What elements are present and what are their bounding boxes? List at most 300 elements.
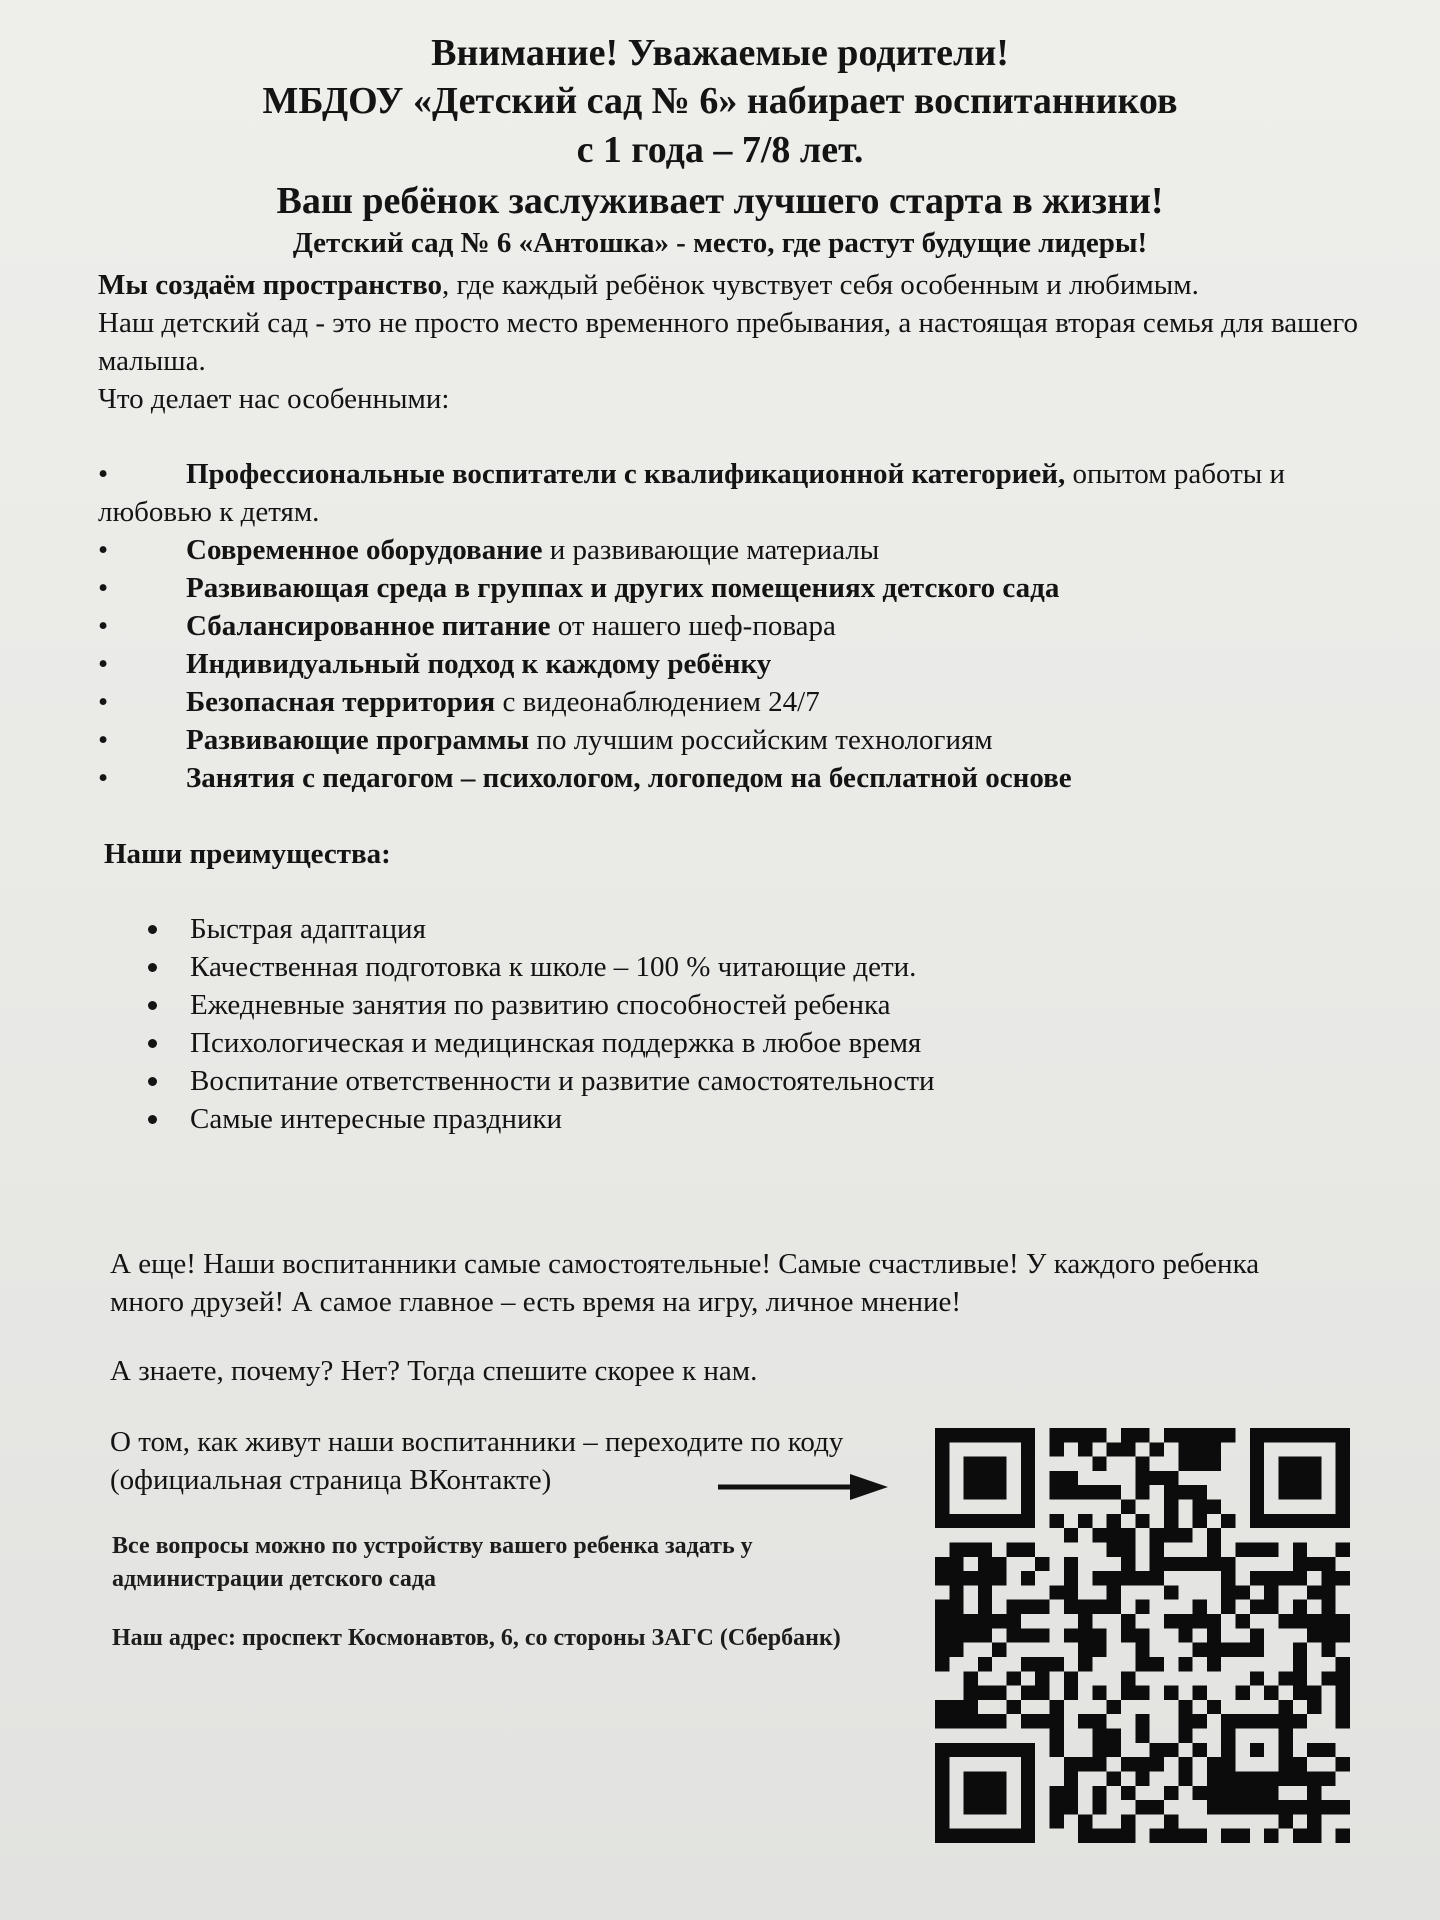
qr-module [978,1714,992,1728]
qr-module [1121,1829,1135,1843]
qr-module [1278,1757,1292,1771]
qr-module [1092,1643,1106,1657]
qr-module [1336,1829,1350,1843]
qr-module [949,1571,963,1585]
qr-module [1007,1700,1021,1714]
qr-module [1064,1571,1078,1585]
qr-module [935,1514,949,1528]
qr-module [935,1442,949,1456]
qr-module [1049,1814,1063,1828]
address: Наш адрес: проспект Космонавтов, 6, со стороны ЗАГС (Сбербанк) [112,1625,841,1651]
qr-module [1078,1814,1092,1828]
qr-module [1107,1542,1121,1556]
qr-module [1150,1757,1164,1771]
qr-module [992,1485,1006,1499]
qr-module [992,1614,1006,1628]
qr-module [1121,1571,1135,1585]
qr-module [992,1686,1006,1700]
qr-module [1092,1428,1106,1442]
advantage-item [190,1100,935,1138]
qr-module [1049,1471,1063,1485]
feature-bold: Безопасная территория [186,686,496,718]
qr-module [978,1571,992,1585]
qr-module [1264,1829,1278,1843]
qr-module [1307,1743,1321,1757]
qr-module [949,1829,963,1843]
qr-module [1293,1829,1307,1843]
qr-module [1064,1557,1078,1571]
qr-module [1121,1557,1135,1571]
qr-module [1293,1600,1307,1614]
qr-module [1278,1671,1292,1685]
qr-module [1150,1800,1164,1814]
qr-module [992,1643,1006,1657]
qr-module [935,1814,949,1828]
qr-code[interactable] [935,1428,1350,1843]
qr-module [1135,1571,1149,1585]
qr-module [1264,1571,1278,1585]
advantage-item [190,910,935,948]
qr-module [1092,1743,1106,1757]
qr-module [1336,1628,1350,1642]
qr-module [1135,1729,1149,1743]
qr-module [1278,1771,1292,1785]
qr-module [1135,1457,1149,1471]
qr-module [964,1428,978,1442]
qr-module [1064,1600,1078,1614]
qr-module [1164,1557,1178,1571]
qr-module [949,1557,963,1571]
qr-module [978,1686,992,1700]
qr-module [1293,1457,1307,1471]
qr-module [1135,1657,1149,1671]
qr-module [964,1471,978,1485]
qr-module [1092,1600,1106,1614]
qr-module [1007,1514,1021,1528]
qr-module [1035,1628,1049,1642]
qr-module [1207,1800,1221,1814]
qr-module [1178,1528,1192,1542]
qr-module [1064,1471,1078,1485]
question-paragraph: А знаете, почему? Нет? Тогда спешите скорее к нам. [110,1355,758,1387]
qr-module [1336,1571,1350,1585]
qr-module [1178,1714,1192,1728]
qr-module [1250,1571,1264,1585]
qr-module [935,1800,949,1814]
qr-module [935,1614,949,1628]
qr-module [1236,1829,1250,1843]
qr-module [978,1786,992,1800]
qr-module [1178,1628,1192,1642]
qr-module [1150,1471,1164,1485]
qr-module [1107,1485,1121,1499]
qr-module [964,1686,978,1700]
qr-module [1221,1428,1235,1442]
header-line-3: с 1 года – 7/8 лет. [576,128,864,171]
qr-module [1007,1614,1021,1628]
qr-module [978,1743,992,1757]
feature-rest: от нашего шеф-повара [550,610,836,642]
questions-note: Все вопросы можно по устройству вашего ребенка задать у администрации детского сада [112,1533,753,1592]
qr-module [1049,1514,1063,1528]
qr-module [1035,1557,1049,1571]
qr-module [1007,1628,1021,1642]
qr-module [1264,1542,1278,1556]
qr-module [935,1457,949,1471]
qr-module [1178,1829,1192,1843]
qr-module [1121,1757,1135,1771]
qr-module [1092,1729,1106,1743]
qr-module [1078,1628,1092,1642]
feature-item [98,759,1358,797]
qr-module [1092,1757,1106,1771]
qr-module [1293,1657,1307,1671]
qr-module [1221,1514,1235,1528]
qr-module [1193,1786,1207,1800]
qr-module [964,1800,978,1814]
qr-module [964,1485,978,1499]
qr-module [1236,1786,1250,1800]
qr-module [1064,1800,1078,1814]
qr-module [1164,1814,1178,1828]
qr-module [1049,1729,1063,1743]
advantage-text: Психологическая и медицинская поддержка в любое время [190,1027,922,1059]
qr-module [1278,1514,1292,1528]
qr-module [978,1771,992,1785]
qr-module [1092,1786,1106,1800]
qr-module [978,1628,992,1642]
qr-module [1236,1686,1250,1700]
qr-module [1221,1557,1235,1571]
qr-module [1107,1571,1121,1585]
qr-module [1021,1800,1035,1814]
qr-module [1178,1428,1192,1442]
qr-module [1264,1786,1278,1800]
qr-module [1307,1686,1321,1700]
qr-module [978,1600,992,1614]
qr-module [1293,1800,1307,1814]
qr-module [949,1428,963,1442]
qr-module [1150,1528,1164,1542]
qr-module [1264,1514,1278,1528]
qr-module [1250,1428,1264,1442]
qr-module [1135,1643,1149,1657]
qr-module [1250,1786,1264,1800]
qr-module [1264,1428,1278,1442]
qr-module [964,1700,978,1714]
qr-module [1164,1829,1178,1843]
qr-module [1135,1628,1149,1642]
qr-module [1321,1614,1335,1628]
qr-module [964,1571,978,1585]
qr-module [992,1829,1006,1843]
qr-module [1307,1428,1321,1442]
qr-module [1221,1771,1235,1785]
qr-module [1135,1800,1149,1814]
feature-bold: Современное оборудование [186,534,543,566]
bullet-icon: • [98,762,109,794]
qr-module [1021,1628,1035,1642]
feature-bold: Развивающие программы [186,724,530,756]
qr-module [1107,1700,1121,1714]
qr-module [1150,1657,1164,1671]
qr-module [949,1714,963,1728]
qr-module [1121,1614,1135,1628]
qr-module [1278,1614,1292,1628]
qr-module [1278,1571,1292,1585]
qr-module [1121,1686,1135,1700]
bullet-dot-icon [148,1115,157,1124]
qr-module [1221,1800,1235,1814]
qr-module [978,1657,992,1671]
qr-module [1021,1829,1035,1843]
qr-module [1164,1614,1178,1628]
qr-module [935,1500,949,1514]
qr-module [992,1457,1006,1471]
qr-module [1193,1743,1207,1757]
qr-module [1293,1757,1307,1771]
advantage-text: Качественная подготовка к школе – 100 % читающие дети. [190,951,917,983]
qr-module [992,1800,1006,1814]
qr-module [1107,1514,1121,1528]
feature-item [98,569,1358,607]
qr-module [1121,1442,1135,1456]
qr-module [1336,1542,1350,1556]
qr-module [1135,1757,1149,1771]
qr-module [1236,1800,1250,1814]
qr-module [1064,1528,1078,1542]
qr-module [1221,1714,1235,1728]
qr-module [1321,1800,1335,1814]
qr-module [1293,1542,1307,1556]
bullet-icon: • [98,572,109,604]
qr-module [1035,1714,1049,1728]
qr-module [1121,1542,1135,1556]
qr-module [1250,1471,1264,1485]
feature-rest: опытом работы и любовью к детям. [98,458,1285,528]
qr-module [1307,1814,1321,1828]
qr-module [1236,1714,1250,1728]
qr-module [1207,1757,1221,1771]
qr-module [1064,1428,1078,1442]
qr-module [935,1657,949,1671]
qr-module [978,1428,992,1442]
qr-module [1135,1600,1149,1614]
qr-module [978,1457,992,1471]
qr-module [1049,1743,1063,1757]
qr-module [1078,1657,1092,1671]
qr-module [1049,1786,1063,1800]
qr-module [1007,1600,1021,1614]
qr-module [1064,1671,1078,1685]
qr-module [1321,1514,1335,1528]
qr-module [964,1671,978,1685]
qr-module [1207,1442,1221,1456]
qr-module [1264,1600,1278,1614]
qr-module [1064,1771,1078,1785]
qr-module [1221,1643,1235,1657]
advantage-text: Самые интересные праздники [190,1103,563,1135]
qr-module [1278,1700,1292,1714]
qr-module [1336,1800,1350,1814]
qr-module [1021,1757,1035,1771]
qr-module [1092,1628,1106,1642]
qr-module [1221,1600,1235,1614]
qr-module [1307,1457,1321,1471]
qr-module [1221,1585,1235,1599]
intro-line-2: Наш детский сад - это не просто место временного пребывания, а настоящая вторая семья для вашего малыша. [98,307,1358,377]
qr-module [1035,1600,1049,1614]
advantage-text: Воспитание ответственности и развитие самостоятельности [190,1065,935,1097]
qr-module [1021,1657,1035,1671]
qr-module [1307,1700,1321,1714]
qr-module [1293,1471,1307,1485]
qr-module [1221,1757,1235,1771]
feature-bold: Развивающая среда в группах и других помещениях детского сада [186,572,1060,604]
qr-module [1221,1786,1235,1800]
qr-module [978,1829,992,1843]
qr-module [1336,1671,1350,1685]
qr-module [1007,1671,1021,1685]
qr-module [1250,1485,1264,1499]
qr-module [1178,1700,1192,1714]
qr-module [1049,1800,1063,1814]
qr-module [1221,1829,1235,1843]
qr-module [992,1428,1006,1442]
qr-module [1064,1585,1078,1599]
qr-module [1035,1686,1049,1700]
qr-module [935,1600,949,1614]
qr-module [1207,1557,1221,1571]
qr-module [1193,1829,1207,1843]
qr-module [1278,1428,1292,1442]
advantage-text: Ежедневные занятия по развитию способностей ребенка [190,989,891,1021]
qr-module [1250,1671,1264,1685]
qr-module [1135,1686,1149,1700]
qr-module [1336,1757,1350,1771]
qr-module [1293,1643,1307,1657]
qr-module [1064,1485,1078,1499]
advantages-list [190,910,935,1138]
qr-module [1021,1771,1035,1785]
qr-module [978,1542,992,1556]
feature-item [98,721,1358,759]
qr-module [1178,1485,1192,1499]
qr-module [1107,1585,1121,1599]
qr-module [1236,1585,1250,1599]
qr-module [1307,1485,1321,1499]
qr-module [1293,1686,1307,1700]
bullet-icon: • [98,458,109,490]
qr-module [1264,1800,1278,1814]
qr-module [1078,1600,1092,1614]
qr-module [1078,1485,1092,1499]
also-paragraph: А еще! Наши воспитанники самые самостоятельные! Самые счастливые! У каждого ребенка много друзей! А самое главное – есть время на игру, личное мнение! [110,1248,1260,1318]
qr-module [1107,1442,1121,1456]
qr-module [1007,1428,1021,1442]
qr-module [978,1514,992,1528]
qr-module [1250,1643,1264,1657]
header-block [0,30,1440,175]
qr-module [1336,1500,1350,1514]
qr-module [1178,1729,1192,1743]
qr-module [1178,1757,1192,1771]
qr-module [1207,1700,1221,1714]
qr-module [1264,1714,1278,1728]
qr-module [1092,1485,1106,1499]
qr-module [949,1743,963,1757]
advantage-item [190,1062,935,1100]
qr-module [1236,1771,1250,1785]
bullet-icon: • [98,686,109,718]
feature-item [98,645,1358,683]
qr-module [992,1714,1006,1728]
qr-module [1021,1786,1035,1800]
qr-module [935,1643,949,1657]
qr-module [964,1514,978,1528]
qr-module [1092,1457,1106,1471]
qr-module [949,1542,963,1556]
qr-module [949,1614,963,1628]
qr-module [1049,1585,1063,1599]
feature-item [98,531,1358,569]
qr-module [1049,1714,1063,1728]
qr-module [964,1457,978,1471]
qr-module [1078,1614,1092,1628]
feature-rest: по лучшим российским технологиям [529,724,993,756]
qr-module [949,1585,963,1599]
qr-module [949,1643,963,1657]
qr-module [1278,1485,1292,1499]
advantage-item [190,948,935,986]
qr-module [992,1743,1006,1757]
qr-module [1121,1528,1135,1542]
intro-line-1 [98,266,1398,304]
advantage-item [190,1024,935,1062]
qr-module [1021,1500,1035,1514]
qr-module [1307,1585,1321,1599]
right-arrow-icon [718,1472,888,1502]
qr-module [1049,1657,1063,1671]
qr-module [1164,1500,1178,1514]
qr-module [1293,1428,1307,1442]
qr-module [1092,1686,1106,1700]
feature-bold: Индивидуальный подход к каждому ребёнку [186,648,772,680]
qr-module [1293,1557,1307,1571]
qr-module [935,1700,949,1714]
qr-module [1321,1585,1335,1599]
qr-module [1250,1442,1264,1456]
qr-module [1092,1714,1106,1728]
qr-module [1064,1757,1078,1771]
qr-module [1193,1557,1207,1571]
qr-module [1164,1485,1178,1499]
qr-module [1193,1714,1207,1728]
qr-module [1193,1614,1207,1628]
bullet-dot-icon [148,1077,157,1086]
qr-module [978,1800,992,1814]
qr-module [1193,1600,1207,1614]
qr-module [1207,1542,1221,1556]
qr-module [935,1485,949,1499]
header-line-2: МБДОУ «Детский сад № 6» набирает воспитанников [262,80,1178,123]
qr-module [1164,1528,1178,1542]
qr-module [1135,1471,1149,1485]
qr-module [1121,1428,1135,1442]
qr-module [1092,1571,1106,1585]
qr-module [978,1585,992,1599]
bullet-dot-icon [148,925,157,934]
